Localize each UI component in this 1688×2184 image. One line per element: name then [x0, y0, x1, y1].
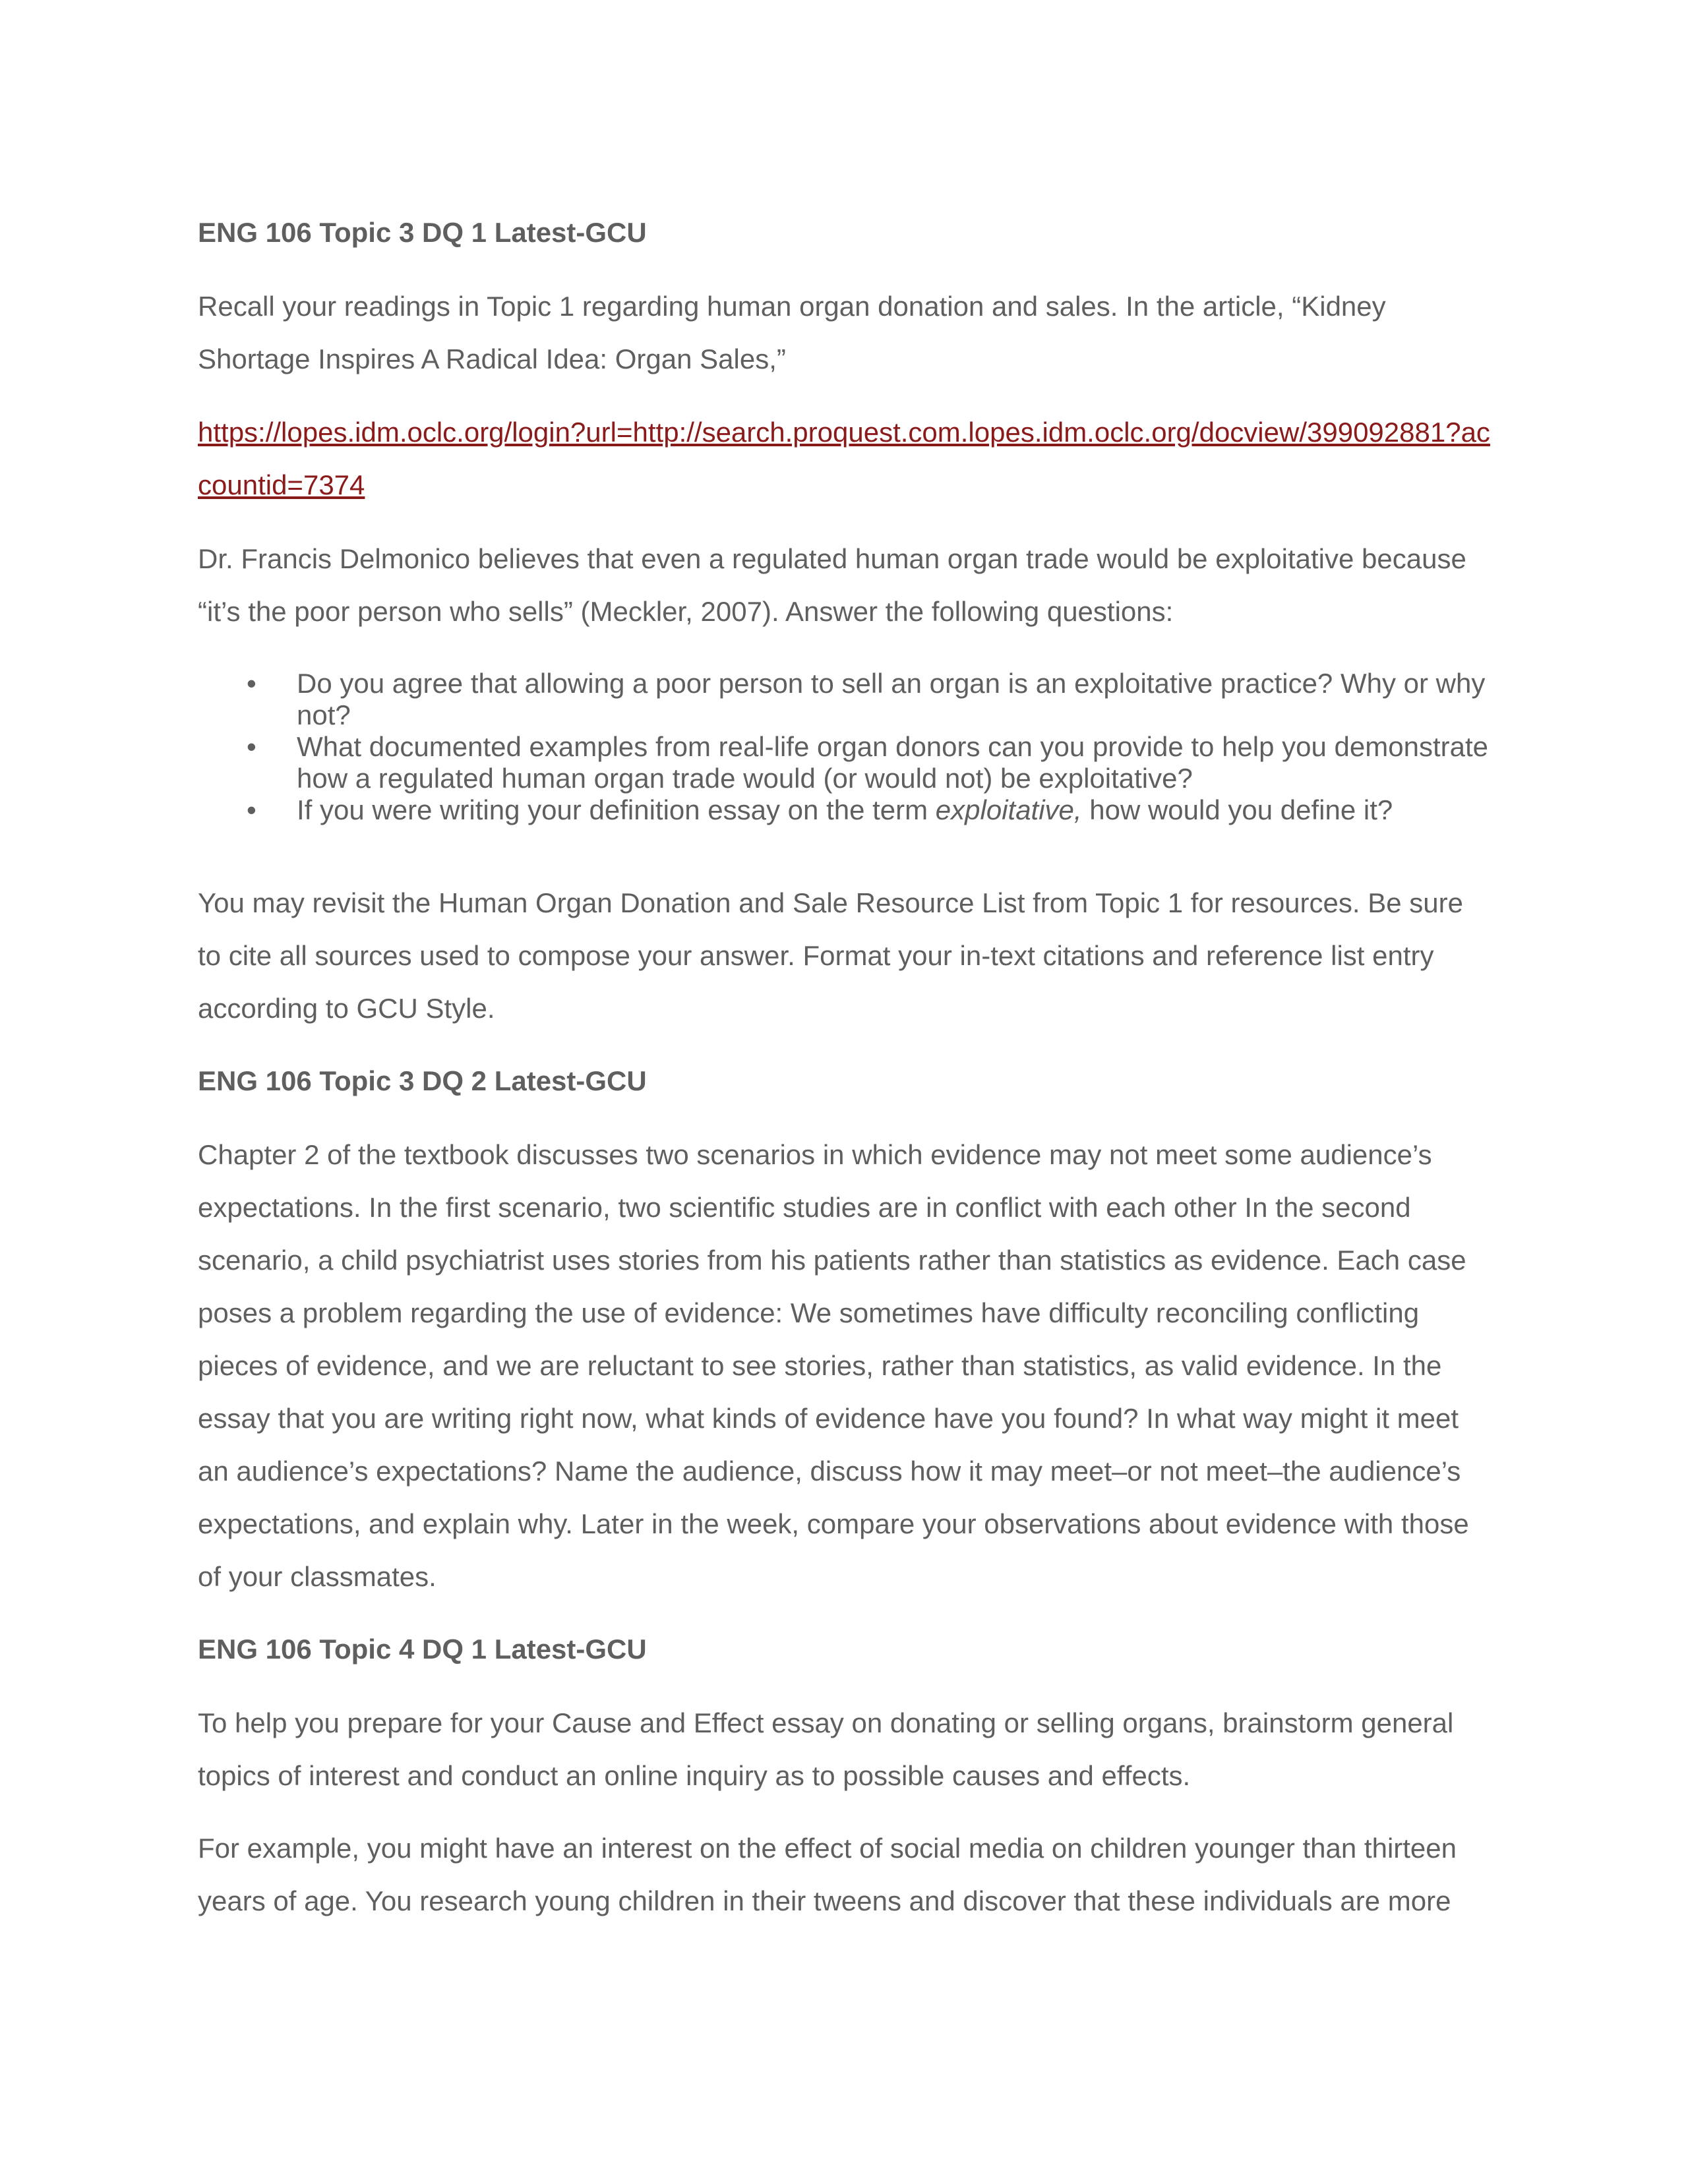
article-link-container: [198, 406, 1490, 512]
paragraph-evidence: Chapter 2 of the textbook discusses two scenarios in which evidence may not meet some audience’s expectations. In the first scenario, two scientific studies are in conflict with each other In the second scenario, a child psychiatrist uses stories from his patients rather than statistics as evidence. Each case poses a problem regarding the use of evidence: We sometimes have difficulty reconciling conflicting pieces of evidence, and we are reluctant to see stories, rather than statistics, as valid evidence. In the essay that you are writing right now, what kinds of evidence have you found? In what way might it meet an audience’s expectations? Name the audience, discuss how it may meet–or not meet–the audience’s expectations, and explain why. Later in the week, compare your observations about evidence with those of your classmates.: [198, 1139, 1469, 1592]
paragraph-question-context: Dr. Francis Delmonico believes that even a regulated human organ trade would be exploitative because “it’s the poor person who sells” (Meckler, 2007). Answer the following questions:: [198, 543, 1466, 627]
list-item: [198, 794, 1490, 826]
section-heading-topic3-dq2: ENG 106 Topic 3 DQ 2 Latest-GCU: [198, 1065, 647, 1096]
list-item-text: Do you agree that allowing a poor person to sell an organ is an exploitative practice? Why or why not?: [297, 668, 1486, 730]
section-heading-topic3-dq1: ENG 106 Topic 3 DQ 1 Latest-GCU: [198, 217, 647, 248]
list-item-text-post: how would you define it?: [1081, 794, 1393, 825]
list-item: [198, 668, 1490, 731]
paragraph-resources: You may revisit the Human Organ Donation and Sale Resource List from Topic 1 for resources. Be sure to cite all sources used to compose your answer. Format your in-text citations and reference list entry according to GCU Style.: [198, 887, 1463, 1024]
bullet-icon: •: [247, 731, 256, 762]
list-item-text: What documented examples from real-life organ donors can you provide to help you demonstrate how a regulated human organ trade would (or would not) be exploitative?: [297, 731, 1488, 794]
paragraph-example: For example, you might have an interest on the effect of social media on children younger than thirteen years of age. You research young children in their tweens and discover that these individuals are more: [198, 1833, 1457, 1916]
list-item: [198, 731, 1490, 794]
paragraph-intro: Recall your readings in Topic 1 regarding human organ donation and sales. In the article, “Kidney Shortage Inspires A Radical Idea: Organ Sales,”: [198, 291, 1386, 374]
question-list: [198, 668, 1490, 826]
list-item-term: exploitative,: [935, 794, 1082, 825]
list-item-text-pre: If you were writing your definition essay on the term: [297, 794, 936, 825]
article-link[interactable]: https://lopes.idm.oclc.org/login?url=http://search.proquest.com.lopes.idm.oclc.org/docview/399092881?accountid=7374: [198, 417, 1490, 500]
section-heading-topic4-dq1: ENG 106 Topic 4 DQ 1 Latest-GCU: [198, 1634, 647, 1665]
bullet-icon: •: [247, 668, 256, 699]
paragraph-cause-effect: To help you prepare for your Cause and Effect essay on donating or selling organs, brainstorm general topics of interest and conduct an online inquiry as to possible causes and effects.: [198, 1707, 1454, 1791]
bullet-icon: •: [247, 794, 256, 825]
